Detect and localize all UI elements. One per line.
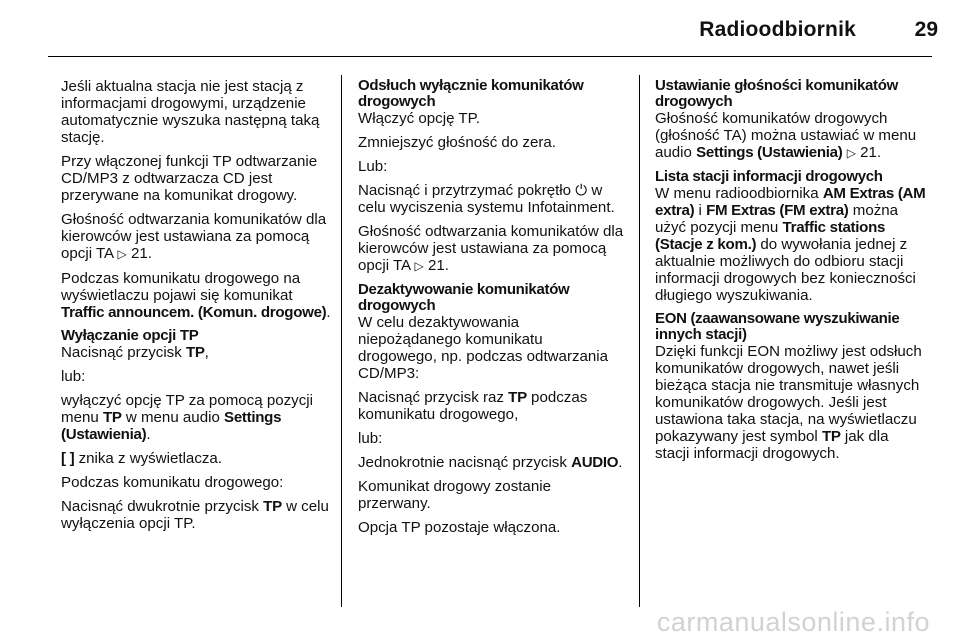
menu-item-name: TP: [102, 409, 122, 426]
paragraph: Opcja TP pozostaje włączona.: [358, 519, 561, 536]
paragraph-text: Nacisnąć dwukrotnie przycisk: [61, 498, 259, 515]
paragraph: [655, 185, 927, 304]
menu-item-name: Traffic stations (Stacje z kom.): [655, 219, 886, 253]
paragraph-text: podczas komunikatu drogowego,: [358, 389, 588, 423]
watermark: carmanualsonline.info: [656, 607, 930, 637]
paragraph-text: jak dla stacji informacji drogowych.: [655, 428, 889, 462]
section-heading: Wyłączanie opcji TP: [61, 327, 199, 344]
paragraph-text: Podczas komunikatu drogowego na wyświetlaczu pojawi się komunikat: [61, 270, 301, 304]
column-1: [61, 78, 331, 539]
page-header: [0, 0, 960, 56]
paragraph: Podczas komunikatu drogowego:: [61, 474, 284, 491]
menu-item-name: Settings (Ustawienia): [696, 144, 843, 161]
paragraph: Nacisnąć i przytrzymać pokrętło ⏻ w celu wyciszenia systemu Infotainment.: [358, 182, 615, 216]
menu-item-name: AM Extras (AM extra): [655, 185, 926, 219]
paragraph-text: znika z wyświetlacza.: [78, 450, 222, 467]
display-symbol: [ ]: [61, 450, 75, 467]
paragraph-text: Głośność komunikatów drogowych (głośność TA) można ustawiać w menu audio: [655, 110, 917, 161]
paragraph: Lub:: [358, 158, 388, 175]
section-heading: EON (zaawansowane wyszukiwanie innych stacji): [655, 310, 900, 343]
punctuation: .: [326, 304, 331, 321]
column-divider: [341, 75, 342, 607]
paragraph: [358, 223, 624, 275]
menu-item-name: FM Extras (FM extra): [706, 202, 849, 219]
paragraph-text: W menu radioodbiornika: [655, 185, 819, 202]
paragraph-text: w menu audio: [125, 409, 220, 426]
section-heading: Dezaktywowanie komunikatów drogowych: [358, 281, 570, 314]
page-ref-arrow-icon: ▷: [117, 247, 127, 261]
paragraph: [61, 211, 331, 263]
page-ref: 21.: [860, 144, 882, 161]
button-name: TP: [185, 344, 205, 361]
paragraph: [655, 110, 927, 162]
paragraph-text: można użyć pozycji menu: [655, 202, 899, 236]
paragraph-text: w celu wyłączenia opcji TP.: [61, 498, 329, 532]
paragraph-text: Głośność odtwarzania komunikatów dla kierowców jest ustawiana za pomocą opcji TA: [61, 211, 327, 262]
paragraph: [61, 344, 331, 361]
punctuation: ,: [204, 344, 209, 361]
paragraph-text: do wywołania jednej z aktualnie możliwych do odbioru stacji informacji drogowych bez konieczności długiego wyszukiwania.: [655, 236, 916, 304]
column-divider: [639, 75, 640, 607]
page-ref: 21.: [427, 257, 449, 274]
page-ref: 21.: [130, 245, 152, 262]
paragraph: Przy włączonej funkcji TP odtwarzanie CD/MP3 z odtwarzacza CD jest przerywane na komunikat drogowy.: [61, 153, 318, 204]
paragraph-text: i: [698, 202, 702, 219]
paragraph-text: Jednokrotnie nacisnąć przycisk: [358, 454, 567, 471]
punctuation: .: [146, 426, 151, 443]
paragraph: Włączyć opcję TP.: [358, 110, 480, 127]
section-heading: Odsłuch wyłącznie komunikatów drogowych: [358, 77, 584, 110]
paragraph-text: Nacisnąć przycisk: [61, 344, 182, 361]
paragraph: [358, 454, 624, 471]
section-heading: Ustawianie głośności komunikatów drogowych: [655, 77, 898, 110]
page-title: Radioodbiornik: [699, 18, 856, 41]
page-ref-arrow-icon: ▷: [846, 146, 856, 160]
column-3: [655, 78, 927, 469]
paragraph: Komunikat drogowy zostanie przerwany.: [358, 478, 551, 512]
paragraph: [61, 392, 331, 443]
display-symbol: TP: [821, 428, 841, 445]
column-2: [358, 78, 624, 543]
paragraph: [358, 389, 624, 423]
paragraph-text: Nacisnąć przycisk raz: [358, 389, 504, 406]
button-name: TP: [263, 498, 282, 515]
paragraph: [61, 450, 331, 467]
button-name: TP: [508, 389, 527, 406]
paragraph: [655, 343, 927, 462]
page-ref-arrow-icon: ▷: [414, 259, 424, 273]
button-name: AUDIO: [571, 454, 619, 471]
punctuation: .: [618, 454, 623, 471]
paragraph: [61, 270, 331, 321]
paragraph-text: wyłączyć opcję TP za pomocą pozycji menu: [61, 392, 313, 426]
paragraph: [61, 498, 331, 532]
paragraph: lub:: [61, 368, 86, 385]
section-heading: Lista stacji informacji drogowych: [655, 168, 883, 185]
paragraph: W celu dezaktywowania niepożądanego komunikatu drogowego, np. podczas odtwarzania CD/MP3:: [358, 314, 609, 382]
paragraph: lub:: [358, 430, 383, 447]
paragraph-text: Głośność odtwarzania komunikatów dla kierowców jest ustawiana za pomocą opcji TA: [358, 223, 624, 274]
menu-item-name: Traffic announcem. (Komun. drogowe): [61, 304, 327, 321]
header-rule: [48, 56, 932, 57]
paragraph: Jeśli aktualna stacja nie jest stacją z informacjami drogowymi, urządzenie automatycznie wyszuka następną taką stację.: [61, 78, 320, 146]
paragraph: Zmniejszyć głośność do zera.: [358, 134, 556, 151]
paragraph-text: Dzięki funkcji EON możliwy jest odsłuch komunikatów drogowych, nawet jeśli bieżąca stacja nie transmituje własnych komunikatów drogowych. Jeśli jest ustawiona taka stacja, na wyświetlaczu pokazywany jest symbol: [655, 343, 922, 445]
page-number: 29: [914, 18, 938, 41]
menu-item-name: Settings (Ustawienia): [61, 409, 282, 443]
